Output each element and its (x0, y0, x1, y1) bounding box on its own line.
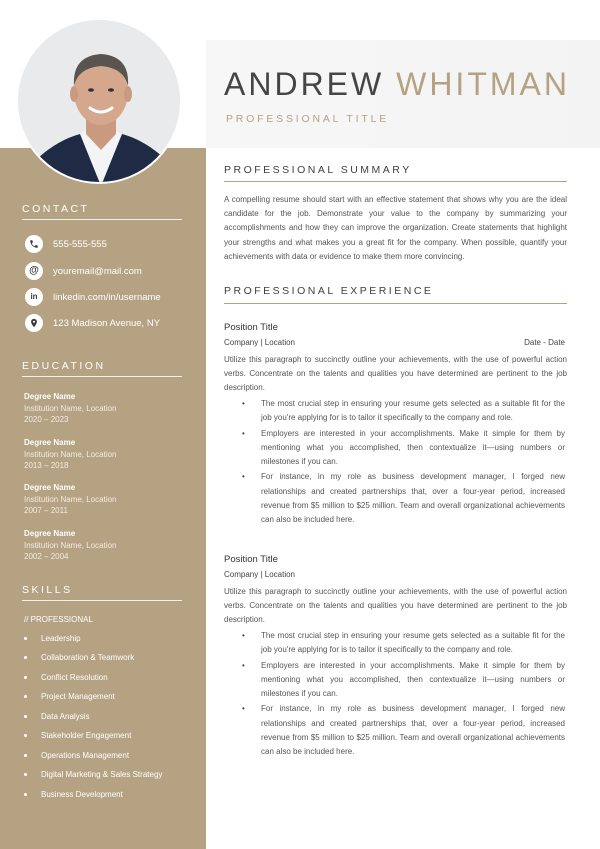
job-description: Utilize this paragraph to succinctly outline your achievements, with the use of powerful action verbs. Concentrate on the talents and qualities you have determined are pertinent to the job description. (224, 355, 567, 393)
phone-number[interactable]: 555-555-555 (53, 238, 107, 250)
linkedin-icon: in (25, 288, 43, 306)
skills-divider (22, 600, 182, 601)
skill-item: Operations Management (24, 751, 129, 760)
skills-category: // PROFESSIONAL (24, 615, 93, 624)
degree-name: Degree Name (24, 529, 76, 538)
summary-heading: PROFESSIONAL SUMMARY (224, 164, 412, 176)
bullet-dot (24, 637, 27, 640)
summary-divider (224, 181, 567, 182)
institution-name: Institution Name, Location (24, 494, 117, 504)
email-icon: @ (25, 262, 43, 280)
education-heading: EDUCATION (22, 360, 106, 372)
job-dates: Date - Date (524, 338, 565, 347)
list-item: • The most crucial step in ensuring your resume gets selected as a suitable fit for the job you're applying for is to tailor it specifically to the company and role. (261, 629, 565, 658)
location-icon (25, 314, 43, 332)
contact-email (25, 262, 142, 280)
list-item: • The most crucial step in ensuring your resume gets selected as a suitable fit for the job you're applying for is to tailor it specifically to the company and role. (261, 397, 565, 426)
job-title: Position Title (224, 322, 278, 333)
job-description: Utilize this paragraph to succinctly outline your achievements, with the use of powerful action verbs. Concentrate on the talents and qualities you have determined are pertinent to the job description. (224, 587, 567, 625)
email-address[interactable]: youremail@mail.com (53, 265, 142, 277)
education-years: 2007 – 2011 (24, 506, 68, 515)
job-bullets (261, 397, 565, 529)
institution-name: Institution Name, Location (24, 403, 117, 413)
job-title: Position Title (224, 554, 278, 565)
contact-phone (25, 235, 107, 253)
institution-name: Institution Name, Location (24, 540, 117, 550)
skill-item: Project Management (24, 692, 115, 701)
skill-item: Digital Marketing & Sales Strategy (24, 770, 162, 779)
candidate-name (224, 68, 570, 100)
summary-text: A compelling resume should start with an effective statement that shows why you are the ideal candidate for the job. Demonstrate your value to the company by summarizing your accomplishments and how they can improve the organization. Create statements that highlight your strengths and what makes you a great fit for the company. When possible, quantify your achievements with data or evidence to make them more convincing. (224, 195, 567, 261)
person-portrait-icon (18, 20, 182, 184)
experience-divider (224, 303, 567, 304)
education-entry (24, 437, 117, 472)
skill-item: Conflict Resolution (24, 673, 108, 682)
skill-item: Collaboration & Teamwork (24, 653, 134, 662)
list-item: • Employers are interested in your accomplishments. Make it simple for them by mentioning what you accomplished, then contextualize it—using numbers or milestones if you can. (261, 659, 565, 702)
bullet-dot (24, 773, 27, 776)
skill-item: Stakeholder Engagement (24, 731, 131, 740)
contact-address (25, 314, 160, 332)
professional-title: PROFESSIONAL TITLE (226, 113, 390, 125)
skill-item: Leadership (24, 634, 81, 643)
last-name: WHITMAN (396, 66, 570, 102)
skill-item: Data Analysis (24, 712, 89, 721)
profile-photo (16, 18, 182, 184)
company-location: Company | Location (224, 338, 296, 347)
bullet-dot (24, 793, 27, 796)
education-divider (22, 376, 182, 377)
phone-icon (25, 235, 43, 253)
contact-heading: CONTACT (22, 203, 90, 215)
degree-name: Degree Name (24, 438, 76, 447)
bullet-dot (24, 754, 27, 757)
list-item: • For instance, in my role as business development manager, I forged new relationships and created partnerships that, over a four-year period, increased revenue from $5 million to $25 million. Team and overall organizational achievements can also be included here. (261, 702, 565, 759)
education-entry (24, 482, 117, 517)
bullet-dot (24, 695, 27, 698)
education-entry (24, 391, 117, 426)
linkedin-url[interactable]: linkedin.com/in/username (53, 291, 161, 303)
list-item: • Employers are interested in your accomplishments. Make it simple for them by mentioning what you accomplished, then contextualize it—using numbers or milestones if you can. (261, 427, 565, 470)
education-entry (24, 528, 117, 563)
first-name: ANDREW (224, 66, 385, 102)
street-address: 123 Madison Avenue, NY (53, 317, 161, 329)
experience-heading: PROFESSIONAL EXPERIENCE (224, 285, 434, 297)
bullet-dot (24, 715, 27, 718)
contact-linkedin (25, 288, 161, 306)
contact-divider (22, 219, 182, 220)
job-bullets (261, 629, 565, 761)
skills-heading: SKILLS (22, 584, 73, 596)
bullet-dot (24, 676, 27, 679)
bullet-dot (24, 734, 27, 737)
bullet-dot (24, 656, 27, 659)
institution-name: Institution Name, Location (24, 449, 117, 459)
company-location: Company | Location (224, 570, 296, 579)
degree-name: Degree Name (24, 483, 76, 492)
education-years: 2002 – 2004 (24, 552, 69, 561)
education-years: 2020 – 2023 (24, 415, 69, 424)
degree-name: Degree Name (24, 392, 76, 401)
list-item: • For instance, in my role as business development manager, I forged new relationships and created partnerships that, over a four-year period, increased revenue from $5 million to $25 million. Team and overall organizational achievements can also be included here. (261, 470, 565, 527)
education-years: 2013 – 2018 (24, 461, 69, 470)
skill-item: Business Development (24, 790, 123, 799)
